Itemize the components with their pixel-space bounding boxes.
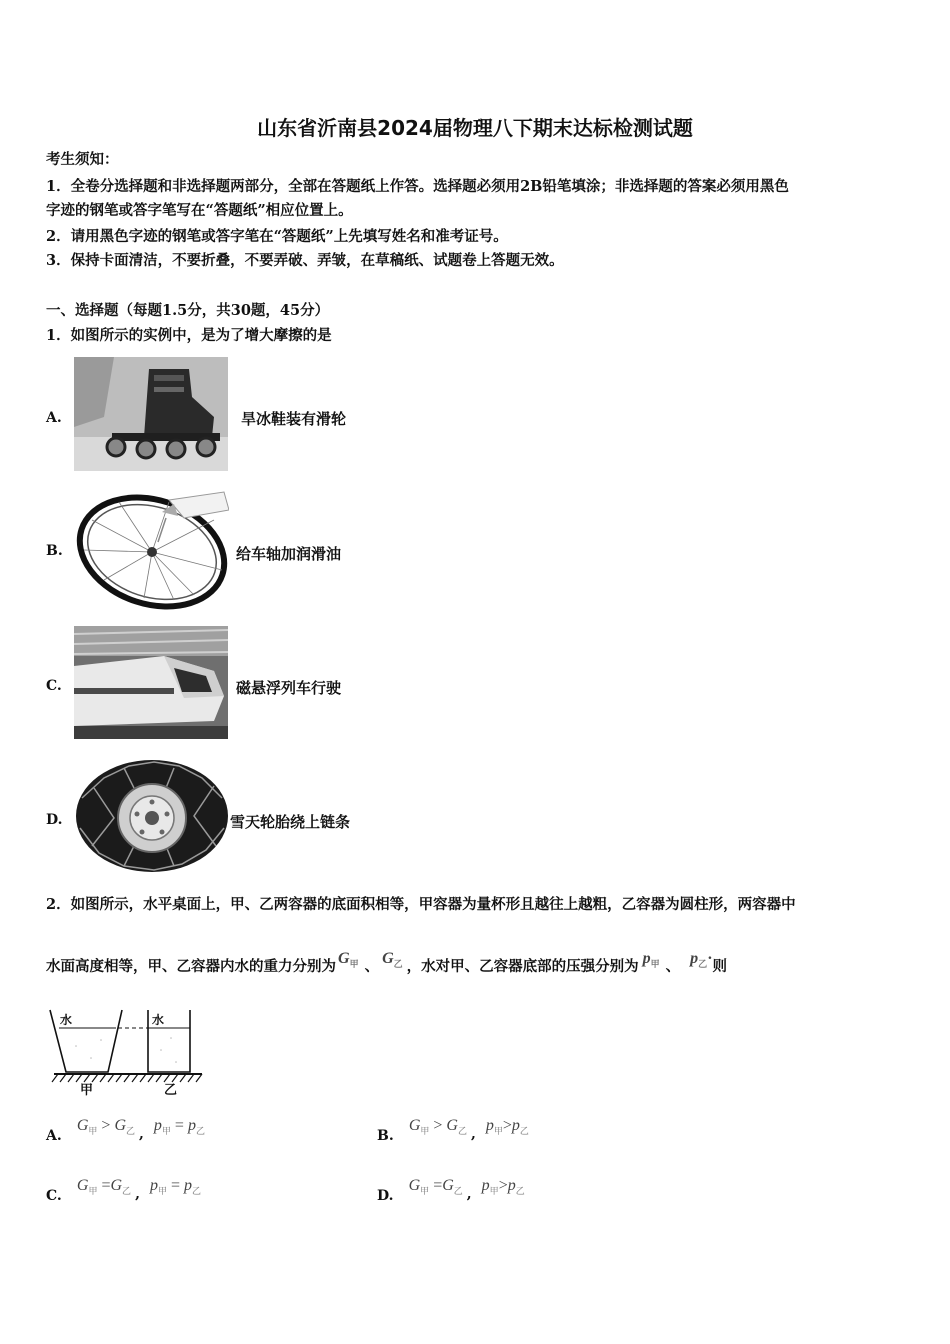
q2-option-a[interactable]: A. $G_甲 > G_乙$ , $p_甲 = p_乙$ — [46, 1117, 205, 1144]
p-jia-symbol: $p_甲$ — [642, 950, 660, 970]
q2-option-c[interactable]: C. $G_甲 =G_乙$ , $p_甲 = p_乙$ — [46, 1177, 201, 1204]
notice-line-1: 1．全卷分选择题和非选择题两部分，全部在答题纸上作答。选择题必须用2B铅笔填涂；非选择题的答案必须用黑色 — [46, 178, 789, 195]
maglev-train-image — [74, 626, 228, 739]
containers-figure — [46, 1006, 206, 1098]
g-jia-symbol: $G_甲$ — [338, 950, 359, 970]
q2-option-a-letter: A. — [46, 1128, 62, 1144]
option-c-letter: C. — [46, 678, 62, 694]
q2-option-b-pressure: $p_甲>p_乙$ — [485, 1117, 529, 1137]
q2-stem-part-b: ，水对甲、乙容器底部的压强分别为 — [406, 958, 639, 975]
q2-option-b[interactable]: B. $G_甲 > G_乙$ , $p_甲>p_乙$ — [377, 1117, 529, 1144]
option-a-letter: A. — [46, 410, 62, 426]
container-jia-label: 甲 — [80, 1083, 94, 1098]
option-d-letter: D. — [46, 812, 63, 828]
q2-option-b-formula: $G_甲 > G_乙$ — [408, 1117, 467, 1137]
option-a-text: 旱冰鞋装有滑轮 — [241, 410, 347, 428]
snow-chain-tire-image — [74, 758, 230, 874]
q2-option-b-letter: B. — [377, 1128, 394, 1144]
q2-stem-part-a: 水面高度相等，甲、乙容器内水的重力分别为 — [46, 958, 336, 975]
page-title: 山东省沂南县2024届物理八下期末达标检测试题 — [257, 116, 693, 140]
q2-option-d[interactable]: D. $G_甲 =G_乙$ , $p_甲>p_乙$ — [377, 1177, 525, 1204]
question-2-stem-line-1: 2．如图所示，水平桌面上，甲、乙两容器的底面积相等，甲容器为量杯形且越往上越粗，乙容器为圆柱形，两容器中 — [46, 896, 796, 913]
g-yi-symbol: $G_乙$ — [382, 950, 403, 970]
p-yi-symbol: $p_乙\cdot$ — [690, 950, 713, 970]
q2-stem-part-c: 则 — [712, 958, 728, 975]
section-heading: 一、选择题（每题1.5分，共30题，45分） — [46, 302, 330, 319]
notice-line-1b: 字迹的钢笔或答字笔写在“答题纸”相应位置上。 — [46, 202, 353, 219]
option-b-text: 给车轴加润滑油 — [236, 545, 342, 563]
q2-option-c-letter: C. — [46, 1188, 62, 1204]
q2-option-c-pressure: $p_甲 = p_乙$ — [149, 1177, 201, 1197]
notice-heading: 考生须知： — [46, 151, 119, 168]
container-yi-label: 乙 — [164, 1083, 178, 1098]
q2-separator-2: 、 — [665, 958, 681, 975]
option-d-text: 雪天轮胎绕上链条 — [230, 813, 351, 831]
option-c-text: 磁悬浮列车行驶 — [236, 679, 342, 697]
q2-separator-1: 、 — [364, 958, 380, 975]
bicycle-wheel-image — [74, 490, 229, 610]
q2-option-d-formula: $G_甲 =G_乙$ — [408, 1177, 463, 1197]
q2-option-c-formula: $G_甲 =G_乙$ — [76, 1177, 132, 1197]
roller-skate-image — [74, 357, 228, 471]
option-b-letter: B. — [46, 543, 63, 559]
water-label-yi: 水 — [152, 1013, 165, 1027]
q2-option-a-pressure: $p_甲 = p_乙$ — [153, 1117, 205, 1137]
q2-option-a-formula: $G_甲 > G_乙$ — [76, 1117, 136, 1137]
question-1-stem: 1．如图所示的实例中，是为了增大摩擦的是 — [46, 327, 332, 344]
notice-line-3: 3．保持卡面清洁，不要折叠，不要弄破、弄皱，在草稿纸、试题卷上答题无效。 — [46, 252, 564, 269]
water-label-jia: 水 — [60, 1013, 73, 1027]
notice-line-2: 2．请用黑色字迹的钢笔或答字笔在“答题纸”上先填写姓名和准考证号。 — [46, 228, 508, 245]
q2-option-d-pressure: $p_甲>p_乙$ — [481, 1177, 525, 1197]
question-2-stem-line-2 — [46, 950, 728, 982]
q2-option-d-letter: D. — [377, 1188, 394, 1204]
